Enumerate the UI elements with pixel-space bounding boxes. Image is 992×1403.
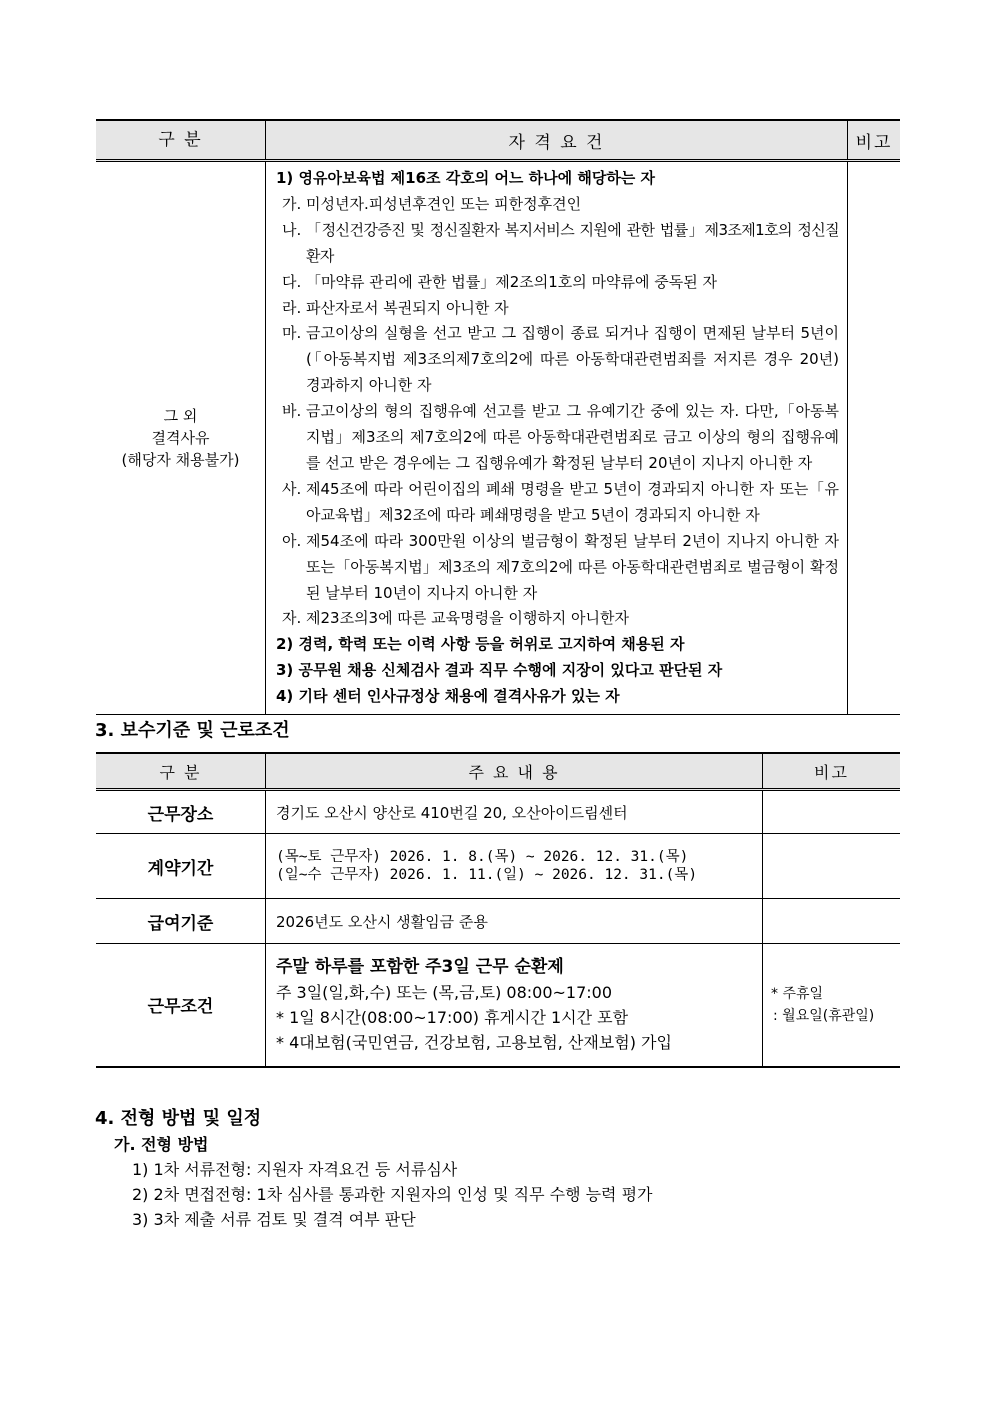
list-item: 2) 2차 면접전형: 1차 심사를 통과한 지원자의 인성 및 직무 수행 능력 평가 [132,1185,653,1204]
requirement-subitem [276,399,839,477]
header-remarks: 비고 [763,753,901,790]
workplace-value: 경기도 오산시 양산로 410번길 20, 오산아이드림센터 [266,790,763,834]
table-row [96,944,900,1067]
subitem-text: 「정신건강증진 및 정신질환자 복지서비스 지원에 관한 법률」제3조제1호의 정신질환자 [306,220,839,265]
contract-line: (일~수 근무자) 2026. 1. 11.(일) ~ 2026. 12. 31.(목) [276,867,698,883]
conditions-line: * 4대보험(국민연금, 건강보험, 고용보험, 산재보험) 가입 [276,1032,672,1052]
contract-value [266,834,763,899]
header-remarks: 비고 [848,120,901,161]
subitem-mark: 가. [282,194,302,213]
requirement-subitem [276,321,839,399]
requirement-subitem [276,529,839,607]
header-content: 주 요 내 용 [266,753,763,790]
remark-line: : 월요일(휴관일) [773,1007,875,1024]
conditions-line: * 1일 8시간(08:00~17:00) 휴게시간 1시간 포함 [276,1007,629,1027]
subitem-mark: 아. [282,531,302,550]
subitem-text: 제45조에 따라 어린이집의 폐쇄 명령을 받고 5년이 경과되지 아니한 자 또는「유아교육법」제32조에 따라 폐쇄명령을 받고 5년이 경과되지 아니한 자 [306,479,839,524]
pay-conditions-table [96,752,900,1068]
table-row [96,899,900,944]
row-label-line: 결격사유 [151,429,210,448]
requirement-subitem [276,477,839,529]
requirements-cell [266,161,848,715]
subitem-text: 「마약류 관리에 관한 법률」제2조의1호의 마약류에 중독된 자 [306,272,717,291]
table-header-row [96,753,900,790]
requirement-item: 4) 기타 센터 인사규정상 채용에 결격사유가 있는 자 [276,687,620,706]
conditions-line: 주 3일(일,화,수) 또는 (목,금,토) 08:00~17:00 [276,982,613,1002]
remarks-cell [763,790,901,834]
remarks-cell [848,161,901,715]
salary-label: 급여기준 [96,899,266,944]
table-header-row [96,120,900,161]
row-label-line: (해당자 채용불가) [121,451,240,470]
list-item: 3) 3차 제출 서류 검토 및 결격 여부 판단 [132,1210,416,1229]
subitem-mark: 나. [282,220,302,239]
requirement-subitem [276,270,839,296]
requirement-subitem [276,218,839,270]
subitem-text: 제23조의3에 따른 교육명령을 이행하지 아니한자 [306,609,630,628]
contract-line: (목~토 근무자) 2026. 1. 8.(목) ~ 2026. 12. 31.(목) [276,849,689,865]
list-item: 1) 1차 서류전형: 지원자 자격요건 등 서류심사 [132,1160,458,1179]
remarks-cell [763,899,901,944]
selection-steps-list [132,1157,653,1232]
salary-value: 2026년도 오산시 생활임금 준용 [266,899,763,944]
subitem-mark: 사. [282,479,302,498]
requirement-item: 1) 영유아보육법 제16조 각호의 어느 하나에 해당하는 자 [276,169,656,187]
subitem-mark: 마. [282,324,302,343]
requirement-subitem [276,296,839,322]
conditions-label: 근무조건 [96,944,266,1067]
row-label-line: 그 외 [163,407,198,426]
requirement-subitem [276,606,839,632]
requirement-item: 2) 경력, 학력 또는 이력 사항 등을 허위로 고지하여 채용된 자 [276,635,685,654]
subitem-text: 제54조에 따라 300만원 이상의 벌금형이 확정된 날부터 2년이 지나지 아니한 자 또는「아동복지법」제3조의 제7호의2에 따른 아동학대관련범죄로 벌금형이 확정된 날부터 10년이 지나지 아니한 자 [306,531,839,602]
remark-line: * 주휴일 [771,985,824,1002]
subitem-text: 파산자로서 복권되지 아니한 자 [306,298,509,317]
remarks-cell [763,834,901,899]
header-category: 구 분 [96,120,266,161]
conditions-remarks [763,944,901,1067]
conditions-value [266,944,763,1067]
requirement-item: 3) 공무원 채용 신체검사 결과 직무 수행에 지장이 있다고 판단된 자 [276,661,723,680]
subitem-mark: 라. [282,298,302,317]
subitem-mark: 자. [282,609,302,628]
workplace-label: 근무장소 [96,790,266,834]
subitem-mark: 다. [282,272,302,291]
conditions-line: 주말 하루를 포함한 주3일 근무 순환제 [276,956,564,977]
subitem-text: 미성년자.피성년후견인 또는 피한정후견인 [306,194,582,213]
contract-label: 계약기간 [96,834,266,899]
subitem-mark: 바. [282,402,302,421]
header-requirements: 자 격 요 건 [266,120,848,161]
header-category: 구 분 [96,753,266,790]
section-4-subtitle: 가. 전형 방법 [114,1135,209,1154]
table-row [96,834,900,899]
requirement-subitem [276,192,839,218]
section-4-title: 4. 전형 방법 및 일정 [95,1108,262,1129]
table-row [96,161,900,715]
section-3-title: 3. 보수기준 및 근로조건 [95,720,290,741]
qualification-table [96,119,900,715]
table-row [96,790,900,834]
subitem-text: 금고이상의 형의 집행유예 선고를 받고 그 유예기간 중에 있는 자. 다만,「아동복지법」제3조의 제7호의2에 따른 아동학대관련범죄로 금고 이상의 형의 집행유예를 선고 받은 경우에는 그 집행유예가 확정된 날부터 20년이 지나지 아니한 자 [306,402,839,472]
subitem-text: 금고이상의 실형을 선고 받고 그 집행이 종료 되거나 집행이 면제된 날부터 5년이(「아동복지법 제3조의제7호의2에 따른 아동학대관련범죄를 저지른 경우 20년) 경과하지 아니한 자 [306,324,839,395]
row-label [96,161,266,715]
